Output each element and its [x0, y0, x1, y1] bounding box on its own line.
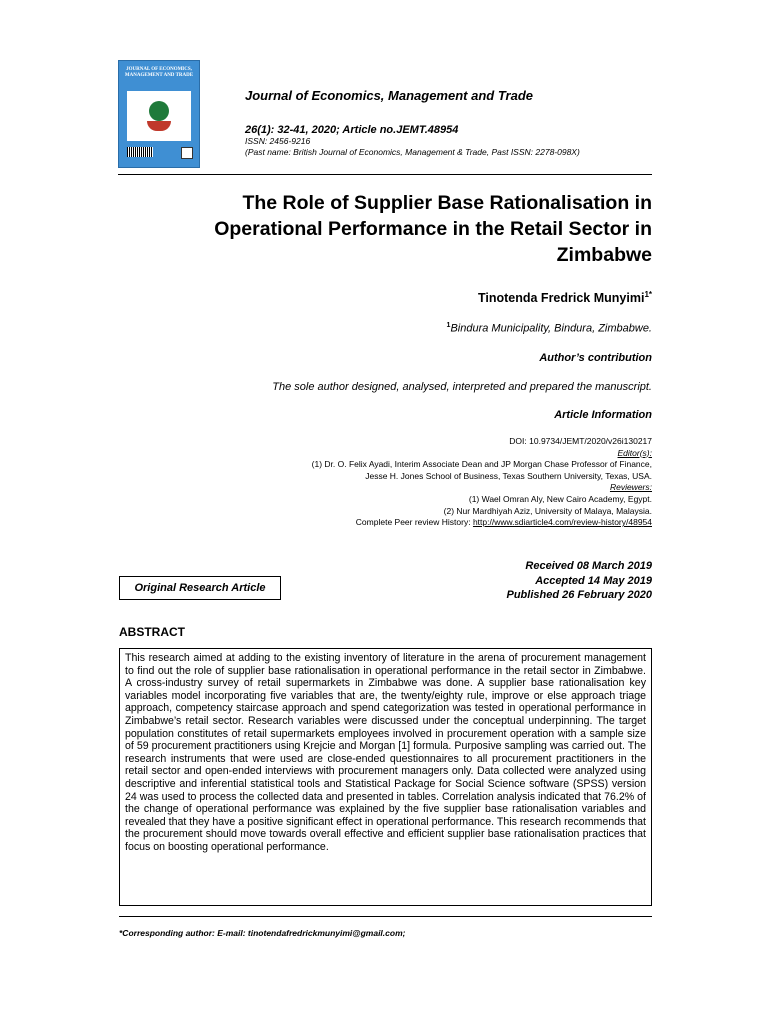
footnote-divider: [119, 916, 652, 917]
editor-1-affiliation: Jesse H. Jones School of Business, Texas Southern University, Texas, USA.: [365, 470, 652, 481]
received-date: Received 08 March 2019: [525, 560, 652, 572]
accepted-date: Accepted 14 May 2019: [535, 574, 652, 587]
peer-review-history: [212, 517, 652, 529]
abstract-text: This research aimed at adding to the existing inventory of literature in the arena of procurement management to find out the role of supplier base rationalisation in operational performance in the retail sector in Zimbabwe. A cross-industry survey of retail supermarkets in Zimbabwe was done. A supplier base rationalisation key variables model incorporating five variables that are, the twenty/eighty rule, improve or else approach triage approach, competency staircase approach and spend categorization was tested in operational performance in Zimbabwe’s retail sector. Research variables were discussed under the conceptual underpinning. The target population constitutes of retail supermarkets employees involved in procurement operation with a sample size of 59 procurement practitioners using Krejcie and Morgan [1] formula. Purposive sampling was carried out. The research instruments that were used are close-ended questionnaires to all procurement practitioners in the retail sector and open-ended interviews with procurement managers only. Data collected were analyzed using descriptive and inferential statistical tools and Statistical Package for Social Science software (SPSS) version 24 was used to process the collected data and presented in tables. Correlation analysis indicated that 76.2% of the change of operational performance was explained by the five supplier base rationalisation variables and revealed that they have a positive significant effect in operational performance. This research recommends that the procurement should move towards overall effective and efficient supplier base rationalisation practices that focus on boosting operational performance.: [119, 648, 652, 906]
journal-volume: 26(1): 32-41, 2020; Article no.JEMT.48954: [245, 124, 459, 136]
peer-review-label: Complete Peer review History:: [355, 517, 473, 528]
journal-past-name: (Past name: British Journal of Economics, Management & Trade, Past ISSN: 2278-098X): [245, 147, 580, 157]
corresponding-author-note: *Corresponding author: E-mail: tinotendafredrickmunyimi@gmail.com;: [119, 928, 406, 938]
doi[interactable]: DOI: 10.9734/JEMT/2020/v26i130217: [509, 436, 652, 446]
contribution-text: The sole author designed, analysed, interpreted and prepared the manuscript.: [272, 381, 652, 393]
cover-title: JOURNAL OF ECONOMICS, MANAGEMENT AND TRADE: [124, 67, 194, 78]
publisher-logo-icon: [181, 147, 193, 159]
author-name-text: Tinotenda Fredrick Munyimi: [477, 291, 645, 306]
contribution-heading: Author’s contribution: [539, 352, 652, 364]
journal-cover-image: [118, 60, 200, 168]
affiliation-superscript: 1: [446, 322, 451, 329]
editor-label: Editor(s):: [617, 447, 652, 458]
affiliation: [447, 322, 652, 335]
reviewer-2: (2) Nur Mardhiyah Aziz, University of Malaya, Malaysia.: [443, 505, 652, 516]
plant-icon: [149, 101, 169, 121]
article-title: The Role of Supplier Base Rationalisation in Operational Performance in the Retail Sector in Zimbabwe: [214, 192, 652, 266]
article-info-heading: Article Information: [554, 409, 652, 421]
barcode-icon: [127, 147, 153, 157]
header-divider: [118, 174, 652, 175]
article-type-badge: Original Research Article: [119, 576, 281, 600]
affiliation-text: Bindura Municipality, Bindura, Zimbabwe.: [450, 322, 652, 335]
cover-illustration: [127, 91, 191, 141]
author-superscript: 1*: [644, 290, 652, 299]
author-name: [478, 290, 652, 305]
reviewer-1: (1) Wael Omran Aly, New Cairo Academy, Egypt.: [468, 493, 652, 504]
abstract-heading: ABSTRACT: [119, 625, 185, 639]
article-dates: [506, 559, 652, 603]
published-date: Published 26 February 2020: [506, 589, 652, 601]
article-info-block: [212, 436, 652, 529]
pot-icon: [147, 121, 171, 131]
editor-1: (1) Dr. O. Felix Ayadi, Interim Associate Dean and JP Morgan Chase Professor of Finance,: [311, 459, 652, 470]
journal-name: Journal of Economics, Management and Trade: [245, 88, 533, 103]
reviewers-label: Reviewers:: [609, 482, 652, 493]
peer-review-link[interactable]: http://www.sdiarticle4.com/review-history/48954: [472, 517, 652, 528]
journal-issn: ISSN: 2456-9216: [245, 136, 311, 146]
